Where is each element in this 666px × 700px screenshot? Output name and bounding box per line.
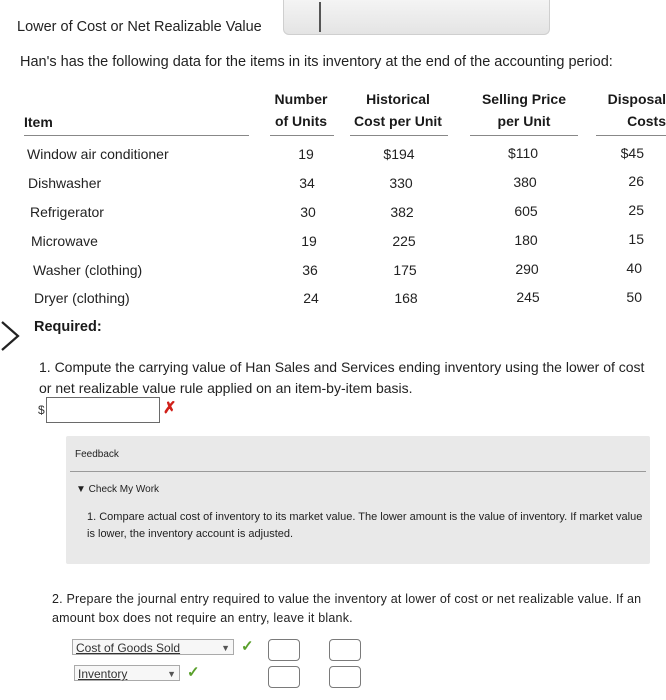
price-value: 605 <box>514 203 538 219</box>
account-select-credit[interactable]: Inventory ▼ <box>74 665 180 681</box>
feedback-label: Feedback <box>75 449 119 460</box>
header-rule <box>24 135 249 136</box>
header-units: Number of Units <box>274 91 328 129</box>
currency-symbol: $ <box>38 403 45 417</box>
item-name: Dryer (clothing) <box>34 290 130 306</box>
item-name: Refrigerator <box>30 204 104 220</box>
debit-amount-input[interactable] <box>268 639 300 661</box>
units-value: 19 <box>298 146 314 162</box>
cost-value: 382 <box>390 204 414 220</box>
header-rule <box>596 135 666 136</box>
cost-value: 175 <box>393 262 417 278</box>
required-label: Required: <box>34 319 102 335</box>
check-my-work-toggle[interactable]: ▼ Check My Work <box>76 484 160 495</box>
price-value: $110 <box>507 145 539 161</box>
cost-value: $194 <box>383 146 415 162</box>
units-value: 30 <box>300 204 316 220</box>
units-value: 24 <box>303 290 319 306</box>
feedback-panel <box>66 436 650 564</box>
header-price: Selling Price per Unit <box>481 91 567 129</box>
price-value: 290 <box>515 261 539 277</box>
item-name: Dishwasher <box>28 175 102 191</box>
credit-amount-input[interactable] <box>329 639 361 661</box>
chevron-down-icon: ▼ <box>167 669 176 679</box>
disposal-value: 50 <box>626 289 642 305</box>
feedback-divider <box>70 471 646 472</box>
price-value: 245 <box>516 289 540 305</box>
price-value: 380 <box>513 174 537 190</box>
disposal-value: 26 <box>628 173 644 189</box>
cost-value: 168 <box>394 290 418 306</box>
header-disposal: Disposal Costs <box>607 91 666 129</box>
disposal-value: 25 <box>628 202 644 218</box>
header-rule <box>350 135 448 136</box>
header-item: Item <box>24 114 53 130</box>
disposal-value: 15 <box>628 231 644 247</box>
question-1: 1. Compute the carrying value of Han Sales and Services ending inventory using the lower of cost or net realizable value rule applied on an item-by-item basis. <box>39 359 645 396</box>
credit-amount-input[interactable] <box>329 666 361 688</box>
units-value: 36 <box>302 262 318 278</box>
header-cost: Historical Cost per Unit <box>354 91 442 129</box>
page-title: Lower of Cost or Net Realizable Value <box>17 19 262 35</box>
disposal-value: $45 <box>620 145 644 161</box>
item-name: Washer (clothing) <box>33 262 143 278</box>
intro-text: Han's has the following data for the items in its inventory at the end of the accounting period: <box>20 54 613 70</box>
header-rule <box>270 135 334 136</box>
account-select-debit[interactable]: Cost of Goods Sold ▼ <box>72 639 234 655</box>
item-name: Microwave <box>31 233 98 249</box>
incorrect-icon: ✗ <box>163 400 177 417</box>
chevron-down-icon: ▼ <box>221 643 230 653</box>
chevron-right-icon[interactable] <box>0 318 22 354</box>
item-name: Window air conditioner <box>27 146 169 162</box>
cost-value: 330 <box>389 175 413 191</box>
question-2: 2. Prepare the journal entry required to value the inventory at lower of cost or net realizable value. If an amount box does not require an entry, leave it blank. <box>52 592 642 625</box>
header-rule <box>470 135 578 136</box>
cost-value: 225 <box>392 233 416 249</box>
units-value: 19 <box>301 233 317 249</box>
divider <box>319 2 321 32</box>
price-value: 180 <box>514 232 538 248</box>
carrying-value-input[interactable] <box>46 397 160 423</box>
feedback-text: 1. Compare actual cost of inventory to its market value. The lower amount is the value of inventory. If market value is lower, the inventory account is adjusted. <box>87 511 643 540</box>
debit-amount-input[interactable] <box>268 666 300 688</box>
top-toolbar-box <box>283 0 550 35</box>
disposal-value: 40 <box>626 260 642 276</box>
units-value: 34 <box>299 175 315 191</box>
correct-icon: ✓ <box>187 664 200 681</box>
correct-icon: ✓ <box>241 638 254 655</box>
